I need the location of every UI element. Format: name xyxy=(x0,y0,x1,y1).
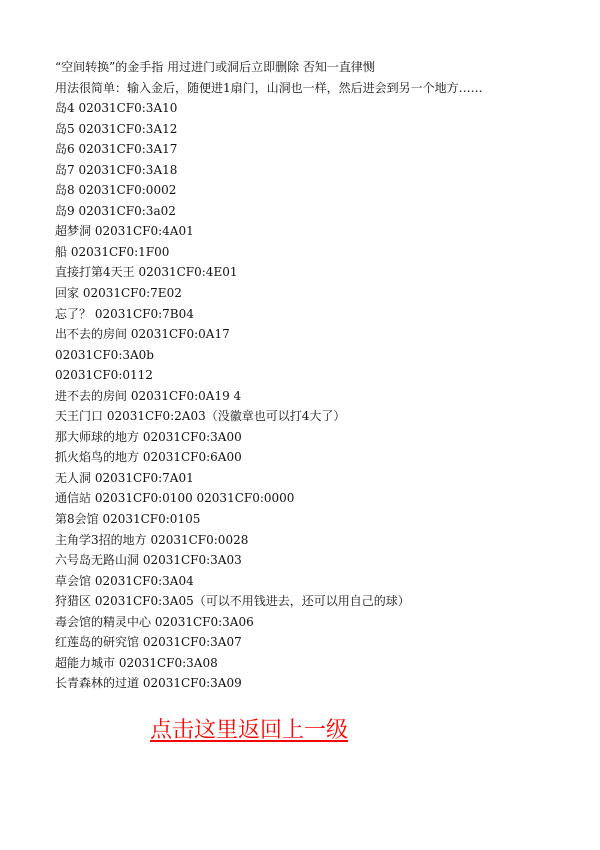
code-line: 主角学3招的地方 02031CF0:0028 xyxy=(55,532,249,547)
code-line: 草会馆 02031CF0:3A04 xyxy=(55,573,194,588)
code-line: 岛6 02031CF0:3A17 xyxy=(55,142,178,157)
code-line: 超梦洞 02031CF0:4A01 xyxy=(55,224,194,239)
code-line: 忘了？ 02031CF0:7B04 xyxy=(55,306,194,321)
code-line: 02031CF0:0112 xyxy=(55,368,153,383)
code-line: 岛7 02031CF0:3A18 xyxy=(55,162,178,177)
code-line: 无人洞 02031CF0:7A01 xyxy=(55,470,194,485)
code-line: 毒会馆的精灵中心 02031CF0:3A06 xyxy=(55,614,254,629)
code-line: 船 02031CF0:1F00 xyxy=(55,244,170,259)
code-line: 超能力城市 02031CF0:3A08 xyxy=(55,655,218,670)
code-line: 岛9 02031CF0:3a02 xyxy=(55,203,176,218)
code-line: 六号岛无路山洞 02031CF0:3A03 xyxy=(55,553,242,568)
code-line: 红莲岛的研究馆 02031CF0:3A07 xyxy=(55,635,242,650)
code-line: 那大师球的地方 02031CF0:3A00 xyxy=(55,429,242,444)
code-line: 岛4 02031CF0:3A10 xyxy=(55,101,178,116)
code-line: 直接打第4天王 02031CF0:4E01 xyxy=(55,265,238,280)
code-line: 岛5 02031CF0:3A12 xyxy=(55,121,178,136)
code-line: 长青森林的过道 02031CF0:3A09 xyxy=(55,676,242,691)
code-line: 出不去的房间 02031CF0:0A17 xyxy=(55,327,230,342)
code-line: 岛8 02031CF0:0002 xyxy=(55,183,177,198)
document-body xyxy=(55,57,575,694)
back-to-parent-link[interactable]: 点击这里返回上一级 xyxy=(150,718,349,743)
code-line: 02031CF0:3A0b xyxy=(55,347,154,362)
code-line: 天王门口 02031CF0:2A03（没徽章也可以打4大了） xyxy=(55,409,346,424)
code-line: 通信站 02031CF0:0100 02031CF0:0000 xyxy=(55,491,295,506)
code-line: 回家 02031CF0:7E02 xyxy=(55,286,182,301)
code-line: 抓火焰鸟的地方 02031CF0:6A00 xyxy=(55,450,242,465)
code-line: 狩猎区 02031CF0:3A05（可以不用钱进去，还可以用自己的球） xyxy=(55,594,410,609)
code-line: 进不去的房间 02031CF0:0A19 4 xyxy=(55,388,242,403)
code-line: 第8会馆 02031CF0:0105 xyxy=(55,512,201,527)
doc-title-line: “空间转换”的金手指 用过进门或洞后立即删除 否知一直律恻 xyxy=(55,60,375,74)
usage-line: 用法很简单：输入金后，随便进1扇门，山洞也一样，然后进会到另一个地方…… xyxy=(55,80,483,95)
